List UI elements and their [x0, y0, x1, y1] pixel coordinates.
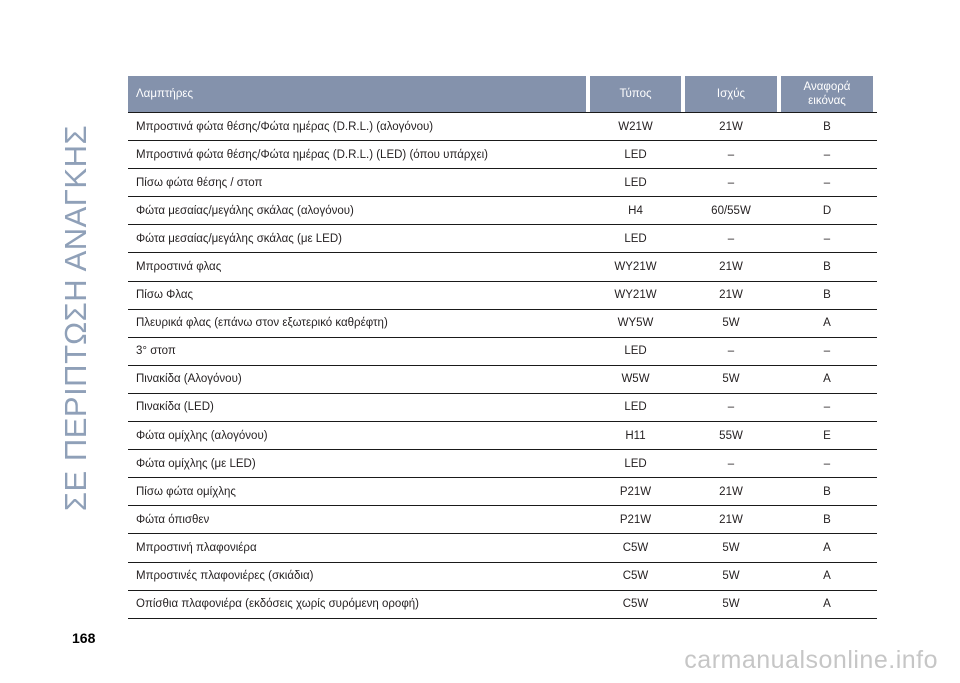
table-row: [128, 225, 877, 253]
cell-reference: A: [823, 598, 831, 611]
table-body: [128, 113, 877, 619]
cell-type: LED: [624, 401, 647, 414]
table-row: [128, 113, 877, 141]
table-row: [128, 506, 877, 534]
cell-lamp: Πίσω Φλας: [136, 289, 194, 302]
cell-power: –: [727, 401, 735, 414]
header-power: Ισχύς: [685, 76, 777, 112]
cell-power: 21W: [719, 485, 743, 498]
table-row: [128, 478, 877, 506]
cell-type: W5W: [621, 373, 650, 386]
lamps-table: [128, 76, 877, 619]
cell-type: LED: [624, 457, 647, 470]
header-reference-label: Αναφορά εικόνας: [803, 81, 851, 107]
watermark: carmanualsonline.info: [684, 646, 938, 674]
cell-reference: B: [823, 261, 831, 274]
table-header: [128, 76, 877, 113]
cell-lamp: Πινακίδα (Αλογόνου): [136, 373, 242, 386]
cell-lamp: Φώτα ομίχλης (με LED): [136, 457, 256, 470]
table-row: [128, 169, 877, 197]
table-row: [128, 141, 877, 169]
table-row: [128, 422, 877, 450]
cell-type: C5W: [622, 598, 649, 611]
cell-reference: A: [823, 541, 831, 554]
cell-lamp: Μπροστινά φώτα θέσης/Φώτα ημέρας (D.R.L.) (LED) (όπου υπάρχει): [136, 148, 488, 161]
cell-power: 5W: [722, 598, 740, 611]
cell-lamp: Μπροστινά φώτα θέσης/Φώτα ημέρας (D.R.L.) (αλογόνου): [136, 120, 434, 133]
cell-lamp: Φώτα ομίχλης (αλογόνου): [136, 429, 268, 442]
cell-type: WY21W: [614, 289, 657, 302]
cell-power: 21W: [719, 289, 743, 302]
section-title: ΣΕ ΠΕΡΙΠΤΩΣΗ ΑΝΑΓΚΗΣ: [58, 124, 93, 512]
cell-power: 5W: [722, 541, 740, 554]
cell-power: 55W: [719, 429, 743, 442]
table-row: [128, 534, 877, 562]
table-row: [128, 197, 877, 225]
cell-type: C5W: [622, 570, 649, 583]
cell-reference: E: [823, 429, 831, 442]
cell-power: –: [727, 176, 735, 189]
cell-type: LED: [624, 345, 647, 358]
cell-reference: B: [823, 289, 831, 302]
cell-power: 21W: [719, 120, 743, 133]
cell-lamp: 3° στοπ: [136, 345, 176, 358]
header-lamps: Λαμπτήρες: [128, 76, 586, 112]
cell-reference: –: [823, 148, 831, 161]
table-row: [128, 338, 877, 366]
cell-lamp: Μπροστινή πλαφονιέρα: [136, 541, 257, 554]
cell-reference: –: [823, 345, 831, 358]
table-row: [128, 394, 877, 422]
cell-lamp: Φώτα όπισθεν: [136, 513, 210, 526]
cell-power: –: [727, 345, 735, 358]
cell-lamp: Μπροστινές πλαφονιέρες (σκιάδια): [136, 570, 314, 583]
cell-power: –: [727, 148, 735, 161]
table-row: [128, 591, 877, 619]
cell-type: P21W: [619, 513, 652, 526]
cell-reference: B: [823, 513, 831, 526]
cell-reference: A: [823, 373, 831, 386]
cell-reference: –: [823, 176, 831, 189]
cell-reference: –: [823, 457, 831, 470]
cell-reference: B: [823, 120, 831, 133]
cell-reference: B: [823, 485, 831, 498]
cell-power: 5W: [722, 570, 740, 583]
cell-power: –: [727, 232, 735, 245]
cell-type: P21W: [619, 485, 652, 498]
cell-reference: –: [823, 401, 831, 414]
header-type: Τύπος: [590, 76, 681, 112]
cell-type: LED: [624, 232, 647, 245]
header-reference: [781, 76, 873, 112]
cell-type: LED: [624, 148, 647, 161]
cell-reference: A: [823, 570, 831, 583]
cell-power: 21W: [719, 261, 743, 274]
page-number: 168: [72, 630, 96, 646]
cell-lamp: Οπίσθια πλαφονιέρα (εκδόσεις χωρίς συρόμενη οροφή): [136, 598, 420, 611]
cell-type: LED: [624, 176, 647, 189]
cell-lamp: Πινακίδα (LED): [136, 401, 214, 414]
cell-lamp: Πλευρικά φλας (επάνω στον εξωτερικό καθρέφτη): [136, 317, 388, 330]
table-row: [128, 450, 877, 478]
cell-power: 5W: [722, 317, 740, 330]
cell-power: 5W: [722, 373, 740, 386]
cell-type: C5W: [622, 541, 649, 554]
cell-reference: A: [823, 317, 831, 330]
table-row: [128, 282, 877, 310]
cell-lamp: Φώτα μεσαίας/μεγάλης σκάλας (αλογόνου): [136, 204, 354, 217]
cell-lamp: Πίσω φώτα ομίχλης: [136, 485, 236, 498]
table-row: [128, 310, 877, 338]
cell-power: –: [727, 457, 735, 470]
cell-lamp: Πίσω φώτα θέσης / στοπ: [136, 176, 263, 189]
cell-power: 21W: [719, 513, 743, 526]
cell-lamp: Φώτα μεσαίας/μεγάλης σκάλας (με LED): [136, 232, 342, 245]
cell-reference: –: [823, 232, 831, 245]
cell-lamp: Μπροστινά φλας: [136, 261, 222, 274]
cell-type: H4: [628, 204, 643, 217]
cell-type: W21W: [618, 120, 653, 133]
cell-type: WY21W: [614, 261, 657, 274]
cell-reference: D: [822, 204, 832, 217]
table-row: [128, 366, 877, 394]
cell-type: H11: [625, 429, 646, 442]
table-row: [128, 563, 877, 591]
table-row: [128, 253, 877, 281]
cell-type: WY5W: [617, 317, 654, 330]
cell-power: 60/55W: [711, 204, 751, 217]
